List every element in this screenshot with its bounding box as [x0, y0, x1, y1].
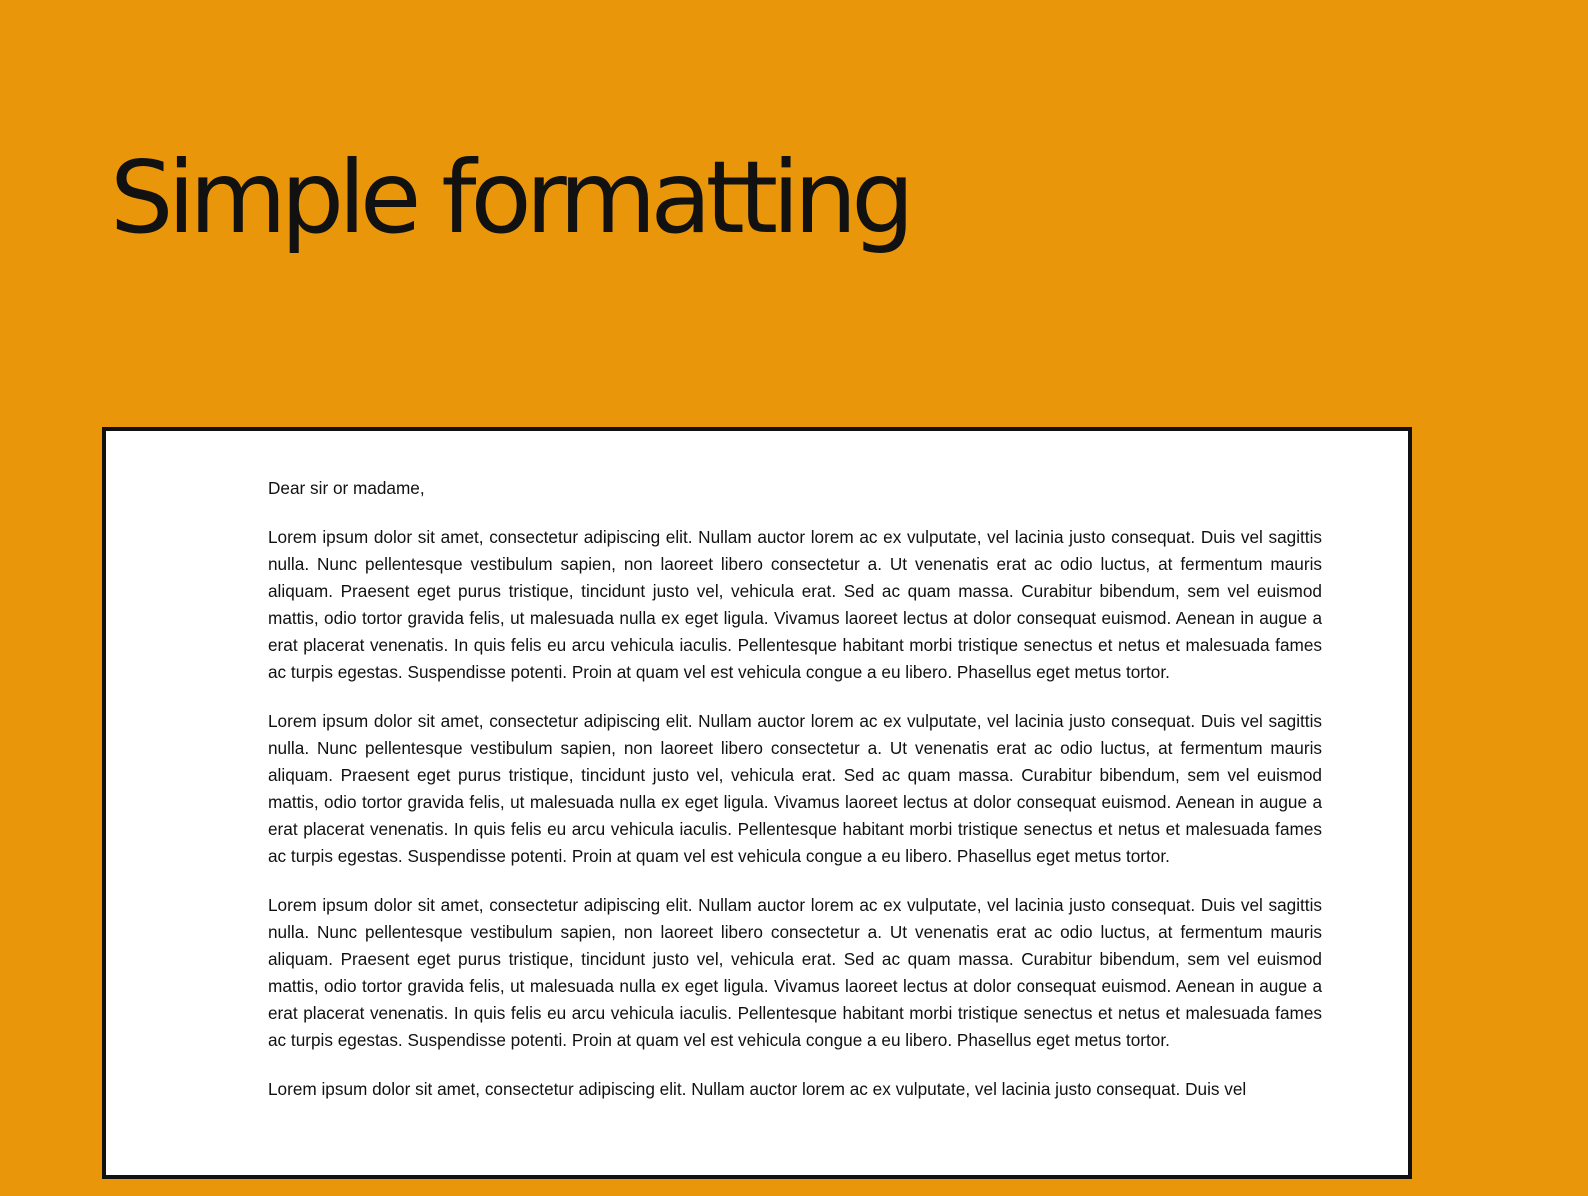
document-page — [102, 427, 1412, 1179]
body-paragraph-3: Lorem ipsum dolor sit amet, consectetur adipiscing elit. Nullam auctor lorem ac ex vulputate, vel lacinia justo consequat. Duis vel sagittis nulla. Nunc pellentesque vestibulum sapien, non laoreet libero consectetur a. Ut venenatis erat ac odio luctus, at fermentum mauris aliquam. Praesent eget purus tristique, tincidunt justo vel, vehicula erat. Sed ac quam massa. Curabitur bibendum, sem vel euismod mattis, odio tortor gravida felis, ut malesuada nulla ex eget ligula. Vivamus laoreet lectus at dolor consequat euismod. Aenean in augue a erat placerat venenatis. In quis felis eu arcu vehicula iaculis. Pellentesque habitant morbi tristique senectus et netus et malesuada fames ac turpis egestas. Suspendisse potenti. Proin at quam vel est vehicula congue a eu libero. Phasellus eget metus tortor. — [268, 895, 1322, 1050]
body-paragraph-1: Lorem ipsum dolor sit amet, consectetur adipiscing elit. Nullam auctor lorem ac ex vulputate, vel lacinia justo consequat. Duis vel sagittis nulla. Nunc pellentesque vestibulum sapien, non laoreet libero consectetur a. Ut venenatis erat ac odio luctus, at fermentum mauris aliquam. Praesent eget purus tristique, tincidunt justo vel, vehicula erat. Sed ac quam massa. Curabitur bibendum, sem vel euismod mattis, odio tortor gravida felis, ut malesuada nulla ex eget ligula. Vivamus laoreet lectus at dolor consequat euismod. Aenean in augue a erat placerat venenatis. In quis felis eu arcu vehicula iaculis. Pellentesque habitant morbi tristique senectus et netus et malesuada fames ac turpis egestas. Suspendisse potenti. Proin at quam vel est vehicula congue a eu libero. Phasellus eget metus tortor. — [268, 527, 1322, 682]
body-paragraph-2: Lorem ipsum dolor sit amet, consectetur adipiscing elit. Nullam auctor lorem ac ex vulputate, vel lacinia justo consequat. Duis vel sagittis nulla. Nunc pellentesque vestibulum sapien, non laoreet libero consectetur a. Ut venenatis erat ac odio luctus, at fermentum mauris aliquam. Praesent eget purus tristique, tincidunt justo vel, vehicula erat. Sed ac quam massa. Curabitur bibendum, sem vel euismod mattis, odio tortor gravida felis, ut malesuada nulla ex eget ligula. Vivamus laoreet lectus at dolor consequat euismod. Aenean in augue a erat placerat venenatis. In quis felis eu arcu vehicula iaculis. Pellentesque habitant morbi tristique senectus et netus et malesuada fames ac turpis egestas. Suspendisse potenti. Proin at quam vel est vehicula congue a eu libero. Phasellus eget metus tortor. — [268, 711, 1322, 866]
body-paragraph-4: Lorem ipsum dolor sit amet, consectetur adipiscing elit. Nullam auctor lorem ac ex vulputate, vel lacinia justo consequat. Duis vel — [268, 1079, 1247, 1099]
slide-title: Simple formatting — [110, 139, 909, 256]
salutation: Dear sir or madame, — [268, 478, 425, 498]
document-body — [268, 475, 1322, 1125]
